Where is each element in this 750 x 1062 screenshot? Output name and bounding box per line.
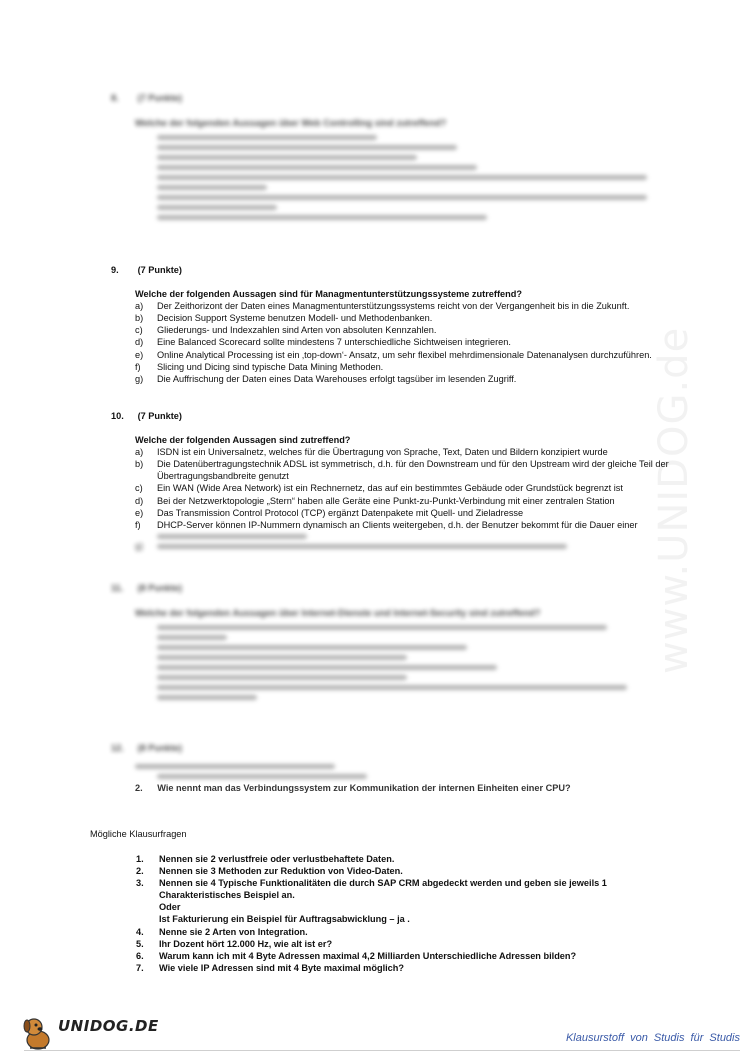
question-10-option-item-marker: f) (135, 519, 141, 530)
question-9-option-item (135, 312, 671, 324)
question-10-option-item-marker: c) (135, 483, 143, 494)
question-10: 10. (7 Punkte) Welche der folgenden Aussagen sind zutreffend? a) ISDN ist ein Universalnetz, welches für die Übertragung von Sprache, Text, Daten und Bildern konzipiert wurde b) Die Datenübertragungstechnik ADSL ist symmetrisch, d.h. für den Downstream und für den Upstream wird der gleiche Teil der Übertragungsbandbreite genutzt c) Ein WAN (Wide Area Network) ist ein Rechnernetz, das auf ein bestimmtes Gebäude oder Grundstück begrenzt ist d) Bei der Netzwerktopologie „Stern“ haben alle Geräte eine Punkt-zu-Punkt-Verbindung mit einer zentralen Station e) Das Transmission Control Protocol (TCP) ergänzt Datenpakete mit Quell- und Zieladresse f) DHCP-Server können IP-Nummern dynamisch an Clients weitergeben, d.h. der Benutzer bekommt für die Dauer einer g) (111, 410, 671, 554)
question-12-number: 12. (111, 743, 124, 753)
question-10-option-item-marker: d) (135, 495, 144, 506)
question-9-option-item (135, 373, 671, 385)
question-10-option-item (135, 495, 671, 507)
question-11-number: 11. (111, 583, 124, 593)
klausurfrage-item-text: Nenne sie 2 Arten von Integration. (159, 926, 308, 937)
klausurfrage-item-marker: 3. (136, 878, 144, 889)
question-10-option-item (135, 519, 671, 531)
footer-tagline: Klausurstoff von Studis für Studis (565, 1032, 740, 1044)
question-9-title: Welche der folgenden Aussagen sind für Managmentunterstützungssysteme zutreffend? (135, 289, 522, 300)
question-8-number: 8. (111, 93, 119, 103)
question-9-option-item-marker: c) (135, 325, 143, 336)
klausurfrage-item-text: Nennen sie 2 verlustfreie oder verlustbehaftete Daten. (159, 854, 395, 864)
logo-text: UNIDOG.DE (58, 1017, 159, 1035)
question-9-option-item-marker: f) (135, 361, 141, 372)
question-9-option-item-text: Online Analytical Processing ist ein ‚top-down‘- Ansatz, um sehr flexibel mehrdimensionale Datenanalysen durchzuführen. (157, 349, 652, 360)
question-10-title: Welche der folgenden Aussagen sind zutreffend? (135, 435, 351, 446)
question-9-option-item-text: Gliederungs- und Indexzahlen sind Arten von absoluten Kennzahlen. (157, 325, 437, 336)
klausurfrage-item (136, 938, 656, 950)
watermark: www.UNIDOG.de (651, 326, 697, 674)
dog-icon (20, 1014, 60, 1054)
question-9-option-item (135, 300, 671, 312)
question-10-option-item (135, 458, 671, 482)
question-9-option-item-marker: d) (135, 337, 144, 348)
question-9-option-item (135, 336, 671, 348)
question-9-option-item-marker: e) (135, 349, 144, 360)
klausurfrage-item (136, 913, 656, 925)
question-9-option-item-text: Die Auffrischung der Daten eines Data Warehouses erfolgt tagsüber im lesenden Zugriff. (157, 373, 517, 384)
question-9-option-item-text: Eine Balanced Scorecard sollte mindestens 7 unterschiedliche Sichtweisen integrieren. (157, 337, 511, 348)
klausurfrage-item-marker: 5. (136, 938, 144, 949)
footer-divider (24, 1050, 740, 1051)
question-9 (111, 264, 671, 385)
question-10-option-item-text: ISDN ist ein Universalnetz, welches für die Übertragung von Sprache, Text, Daten und Bildern konzipiert wurde (157, 447, 608, 458)
question-9-number: 9. (111, 265, 119, 275)
question-11-points: (8 Punkte) (137, 583, 182, 593)
question-9-option-item (135, 324, 671, 336)
question-9-option-item-marker: b) (135, 313, 144, 324)
klausurfragen-list (136, 853, 656, 974)
klausurfrage-item-text: Nennen sie 3 Methoden zur Reduktion von Video-Daten. (159, 866, 403, 877)
klausurfragen-title: Mögliche Klausurfragen (90, 829, 187, 839)
klausurfrage-item (136, 901, 656, 913)
klausurfrage-item-marker: 7. (136, 962, 144, 973)
question-9-option-item-text: Der Zeithorizont der Daten eines Managmentunterstützungssystems reicht von der Vergangenheit bis in die Zukunft. (157, 301, 630, 312)
klausurfrage-item-text: Wie viele IP Adressen sind mit 4 Byte maximal möglich? (159, 962, 405, 973)
klausurfrage-item-text: Nennen sie 4 Typische Funktionalitäten die durch SAP CRM abgedeckt werden und geben sie jeweils 1 Charakteristisches Beispiel an. (159, 878, 607, 901)
question-9-points: (7 Punkte) (137, 265, 182, 275)
klausurfrage-item (136, 865, 656, 877)
question-10-option-item (135, 507, 671, 519)
question-8-title: Welche der folgenden Aussagen über Web Controlling sind zutreffend? (135, 118, 447, 129)
question-12-points: (8 Punkte) (137, 743, 182, 753)
klausurfrage-item (136, 926, 656, 938)
klausurfrage-item (136, 877, 656, 901)
klausurfrage-item-text: Oder (159, 902, 181, 913)
question-10-number: 10. (111, 411, 124, 421)
question-12-item-number: 2. (135, 783, 143, 794)
question-9-options (135, 300, 671, 385)
question-9-option-item-marker: g) (135, 373, 144, 384)
question-8-points: (7 Punkte) (137, 93, 182, 103)
klausurfragen-section (136, 853, 656, 974)
klausurfrage-item-text: Ihr Dozent hört 12.000 Hz, wie alt ist er? (159, 938, 333, 949)
question-8 (111, 92, 661, 225)
question-12 (111, 742, 671, 794)
question-10-option-item-marker: e) (135, 507, 144, 518)
question-9-option-item-marker: a) (135, 301, 144, 312)
question-10-option-item (135, 482, 671, 494)
question-10-option-item-text: Ein WAN (Wide Area Network) ist ein Rechnernetz, das auf ein bestimmtes Gebäude oder Grundstück begrenzt ist (157, 483, 623, 494)
klausurfrage-item-marker: 1. (136, 854, 144, 864)
question-10-option-item (135, 446, 671, 458)
question-11-title: Welche der folgenden Aussagen über Internet-Dienste und Internet-Security sind zutreffend? (135, 608, 541, 619)
question-10-options (135, 446, 671, 531)
klausurfrage-item (136, 853, 656, 865)
question-10-option-item-text: DHCP-Server können IP-Nummern dynamisch an Clients weitergeben, d.h. der Benutzer bekommt für die Dauer einer (157, 519, 638, 530)
klausurfrage-item-marker: 2. (136, 866, 144, 877)
question-9-option-item-text: Slicing und Dicing sind typische Data Mining Methoden. (157, 361, 384, 372)
question-10-option-item-text: Das Transmission Control Protocol (TCP) ergänzt Datenpakete mit Quell- und Zieladresse (157, 507, 524, 518)
klausurfrage-item-text: Ist Fakturierung ein Beispiel für Auftragsabwicklung – ja . (159, 914, 410, 925)
klausurfrage-item-text: Warum kann ich mit 4 Byte Adressen maximal 4,2 Milliarden Unterschiedliche Adressen bilden? (159, 950, 577, 961)
question-10-option-item-marker: a) (135, 447, 144, 458)
question-11 (111, 582, 671, 705)
klausurfrage-item-marker: 6. (136, 950, 144, 961)
question-9-option-item-text: Decision Support Systeme benutzen Modell- und Methodenbanken. (157, 313, 433, 324)
question-10-option-item-text: Bei der Netzwerktopologie „Stern“ haben alle Geräte eine Punkt-zu-Punkt-Verbindung mit einer zentralen Station (157, 495, 615, 506)
klausurfrage-item-marker: 4. (136, 926, 144, 937)
question-10-option-item-text: Die Datenübertragungstechnik ADSL ist symmetrisch, d.h. für den Downstream und für den Upstream wird der gleiche Teil der Übertragungsbandbreite genutzt (157, 459, 669, 482)
klausurfrage-item (136, 962, 656, 974)
unidog-logo (20, 1014, 159, 1054)
question-9-option-item (135, 361, 671, 373)
klausurfrage-item (136, 950, 656, 962)
question-10-option-item-marker: b) (135, 459, 144, 470)
question-12-item-text: Wie nennt man das Verbindungssystem zur Kommunikation der internen Einheiten einer CPU? (157, 783, 571, 794)
question-10-points: (7 Punkte) (137, 411, 182, 421)
question-9-option-item (135, 349, 671, 361)
